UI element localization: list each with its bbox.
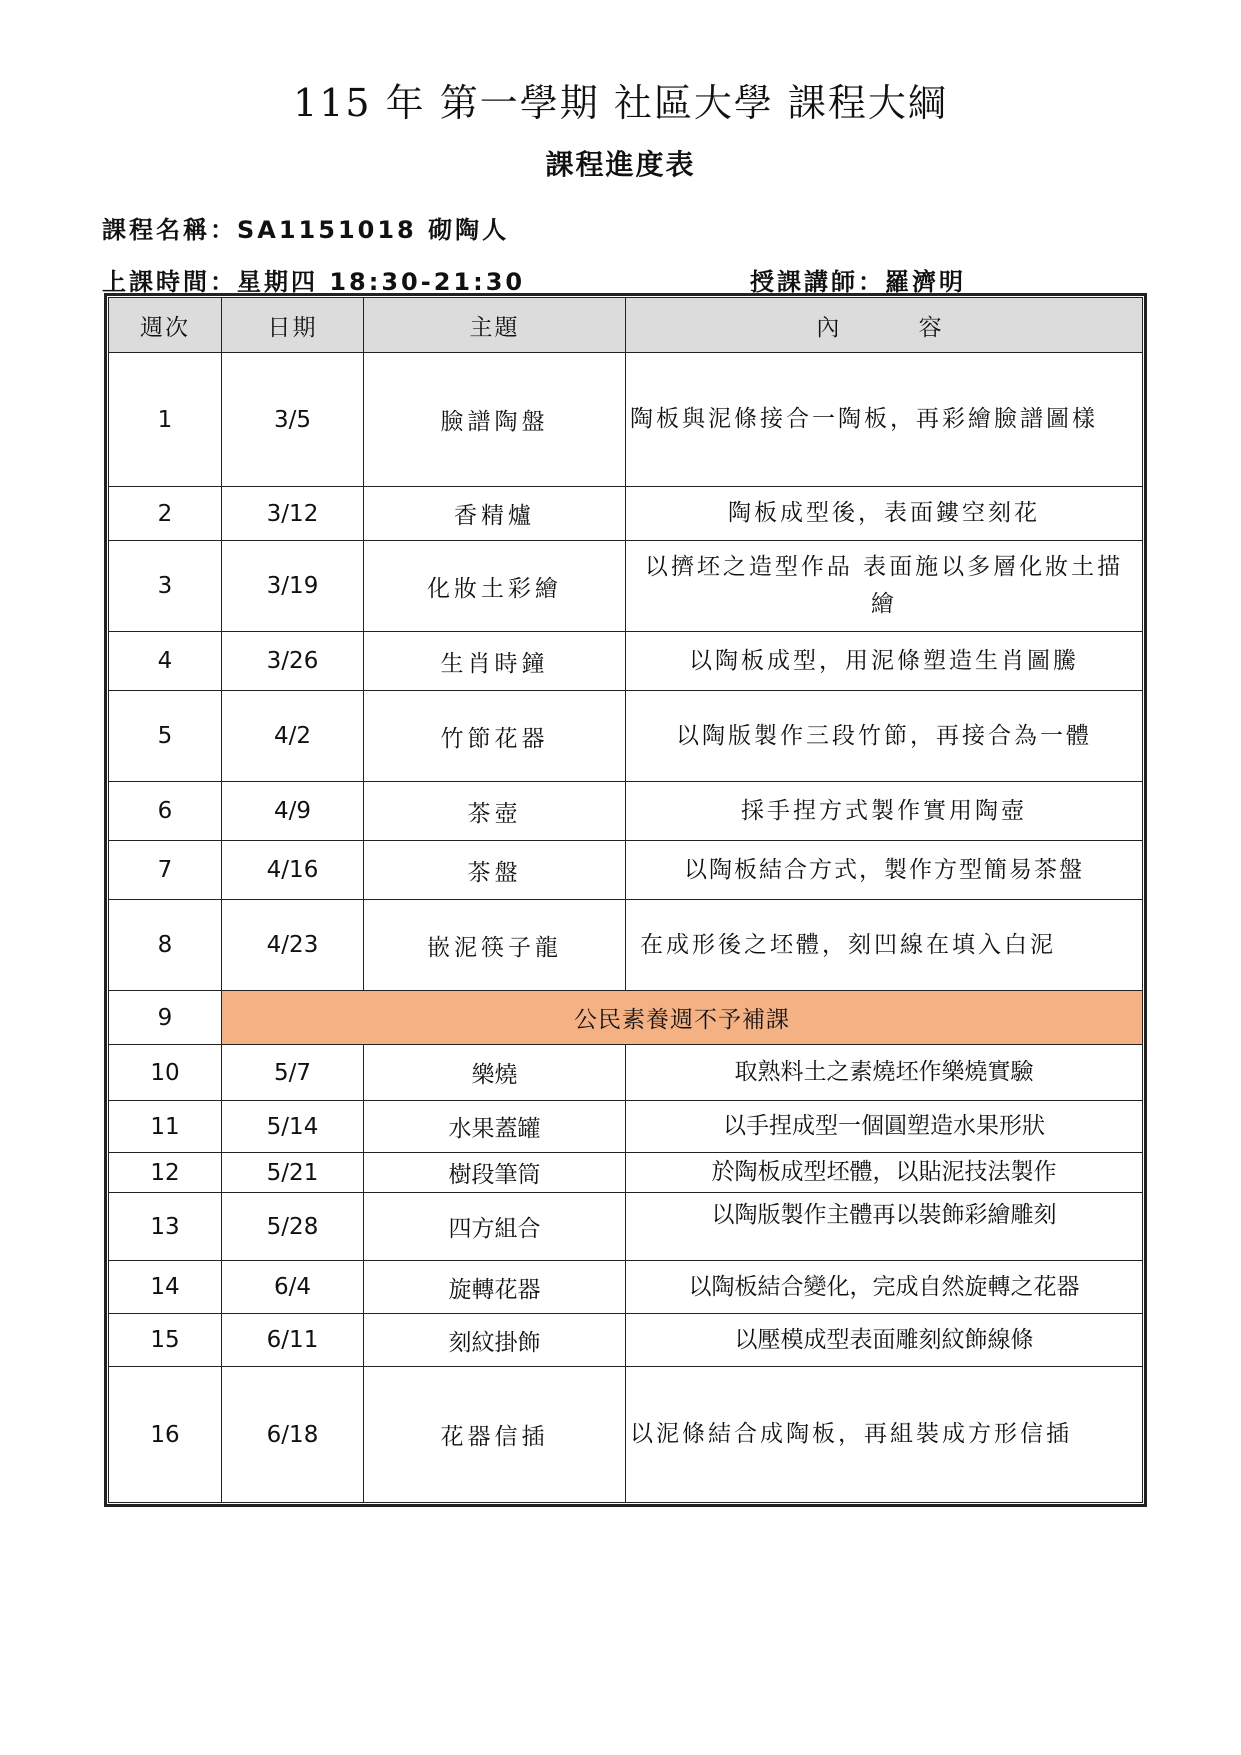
course-name: 課程名稱：SA1151018 砌陶人 <box>102 216 510 244</box>
topic-cell: 嵌泥筷子龍 <box>364 900 626 991</box>
table-row <box>109 1045 1143 1101</box>
table-row <box>109 541 1143 632</box>
date-cell: 5/21 <box>222 1153 364 1193</box>
week-cell: 11 <box>109 1101 222 1153</box>
week-cell: 1 <box>109 353 222 487</box>
table-row <box>109 1101 1143 1153</box>
content-cell: 陶板成型後，表面鏤空刻花 <box>626 487 1143 541</box>
topic-cell: 旋轉花器 <box>364 1261 626 1314</box>
week-cell: 6 <box>109 782 222 841</box>
content-cell: 以陶版製作三段竹節，再接合為一體 <box>626 691 1143 782</box>
table-row <box>109 1314 1143 1367</box>
table-row <box>109 353 1143 487</box>
date-cell: 4/9 <box>222 782 364 841</box>
content-cell: 陶板與泥條接合一陶板，再彩繪臉譜圖樣 <box>626 353 1143 487</box>
topic-cell: 生肖時鐘 <box>364 632 626 691</box>
week-cell: 2 <box>109 487 222 541</box>
topic-cell: 茶壺 <box>364 782 626 841</box>
table-row <box>109 782 1143 841</box>
content-cell: 以壓模成型表面雕刻紋飾線條 <box>626 1314 1143 1367</box>
document-title: 115 年 第一學期 社區大學 課程大綱 <box>293 81 948 125</box>
topic-cell: 花器信插 <box>364 1367 626 1503</box>
week-cell: 10 <box>109 1045 222 1101</box>
table-row <box>109 841 1143 900</box>
week-cell: 13 <box>109 1193 222 1261</box>
header-topic: 主題 <box>364 298 626 353</box>
content-cell: 以陶板結合方式，製作方型簡易茶盤 <box>626 841 1143 900</box>
topic-cell: 臉譜陶盤 <box>364 353 626 487</box>
content-cell: 以泥條結合成陶板，再組裝成方形信插 <box>626 1367 1143 1503</box>
header-content: 內 容 <box>626 298 1143 353</box>
header-week: 週次 <box>109 298 222 353</box>
table-row <box>109 691 1143 782</box>
document-subtitle: 課程進度表 <box>545 148 696 181</box>
week-cell: 3 <box>109 541 222 632</box>
table-header-row <box>109 298 1143 353</box>
week-cell: 16 <box>109 1367 222 1503</box>
content-cell: 採手捏方式製作實用陶壺 <box>626 782 1143 841</box>
content-cell: 以陶版製作主體再以裝飾彩繪雕刻 <box>626 1193 1143 1261</box>
schedule-table <box>108 297 1143 1503</box>
table-row <box>109 991 1143 1045</box>
topic-cell: 樂燒 <box>364 1045 626 1101</box>
content-cell: 於陶板成型坯體，以貼泥技法製作 <box>626 1153 1143 1193</box>
content-cell: 以擠坯之造型作品 表面施以多層化妝土描繪 <box>626 541 1143 632</box>
week-cell: 15 <box>109 1314 222 1367</box>
date-cell: 6/11 <box>222 1314 364 1367</box>
class-time: 上課時間：星期四 18:30-21:30 <box>102 268 526 296</box>
content-cell: 以手捏成型一個圓塑造水果形狀 <box>626 1101 1143 1153</box>
table-row <box>109 1193 1143 1261</box>
topic-cell: 香精爐 <box>364 487 626 541</box>
content-cell: 取熟料土之素燒坯作樂燒實驗 <box>626 1045 1143 1101</box>
topic-cell: 水果蓋罐 <box>364 1101 626 1153</box>
topic-cell: 樹段筆筒 <box>364 1153 626 1193</box>
content-cell: 在成形後之坯體，刻凹線在填入白泥 <box>626 900 1143 991</box>
week-cell: 9 <box>109 991 222 1045</box>
topic-cell: 刻紋掛飾 <box>364 1314 626 1367</box>
table-row <box>109 1367 1143 1503</box>
date-cell: 4/23 <box>222 900 364 991</box>
date-cell: 3/19 <box>222 541 364 632</box>
week-cell: 8 <box>109 900 222 991</box>
week-cell: 5 <box>109 691 222 782</box>
date-cell: 4/2 <box>222 691 364 782</box>
table-row <box>109 900 1143 991</box>
week-cell: 7 <box>109 841 222 900</box>
topic-cell: 化妝土彩繪 <box>364 541 626 632</box>
header-date: 日期 <box>222 298 364 353</box>
week-cell: 12 <box>109 1153 222 1193</box>
table-row <box>109 1261 1143 1314</box>
date-cell: 5/14 <box>222 1101 364 1153</box>
week-cell: 4 <box>109 632 222 691</box>
date-cell: 4/16 <box>222 841 364 900</box>
instructor: 授課講師：羅濟明 <box>750 268 966 296</box>
date-cell: 6/4 <box>222 1261 364 1314</box>
table-row <box>109 632 1143 691</box>
topic-cell: 茶盤 <box>364 841 626 900</box>
date-cell: 3/26 <box>222 632 364 691</box>
content-cell: 以陶板結合變化，完成自然旋轉之花器 <box>626 1261 1143 1314</box>
topic-cell: 四方組合 <box>364 1193 626 1261</box>
table-row <box>109 487 1143 541</box>
holiday-notice: 公民素養週不予補課 <box>222 991 1143 1045</box>
date-cell: 6/18 <box>222 1367 364 1503</box>
date-cell: 3/5 <box>222 353 364 487</box>
date-cell: 3/12 <box>222 487 364 541</box>
date-cell: 5/28 <box>222 1193 364 1261</box>
topic-cell: 竹節花器 <box>364 691 626 782</box>
content-cell: 以陶板成型，用泥條塑造生肖圖騰 <box>626 632 1143 691</box>
date-cell: 5/7 <box>222 1045 364 1101</box>
week-cell: 14 <box>109 1261 222 1314</box>
table-row <box>109 1153 1143 1193</box>
